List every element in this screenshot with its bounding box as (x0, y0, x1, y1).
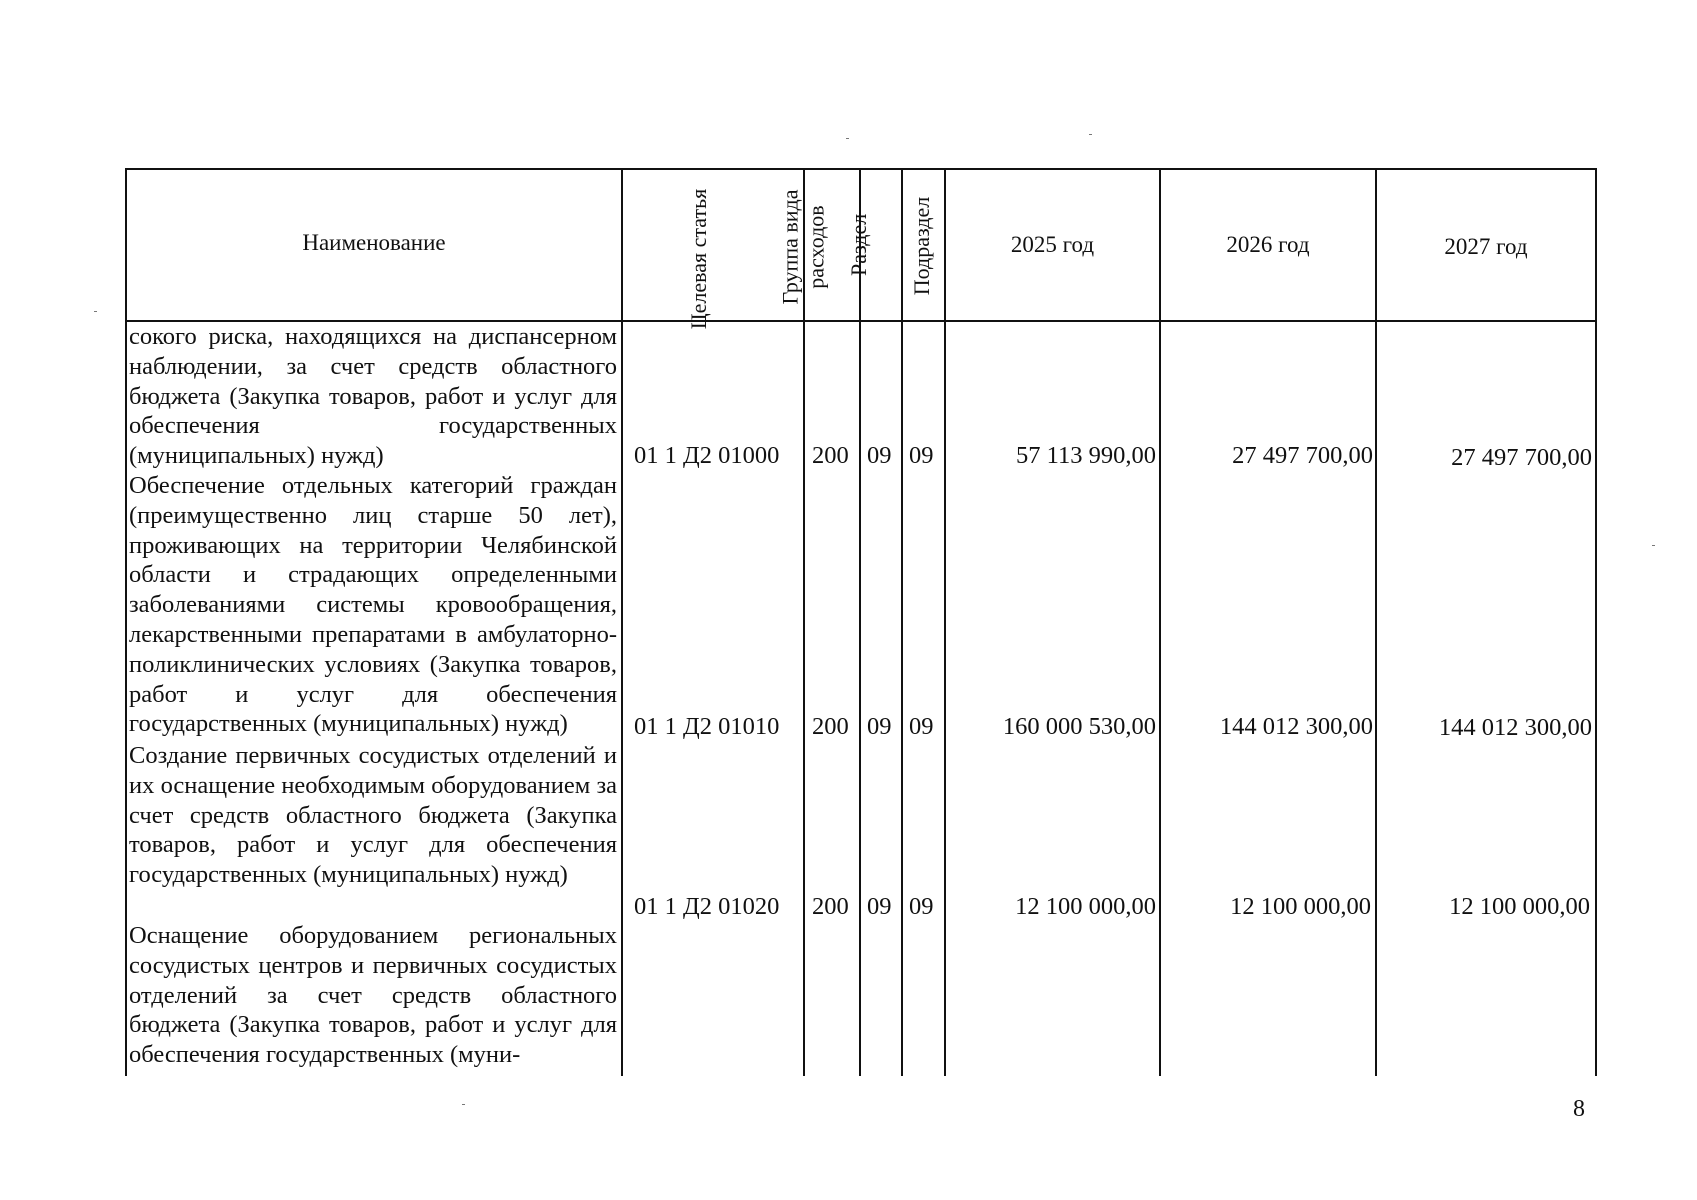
header-target-item: Целевая статья (686, 188, 711, 330)
subsection-cell: 09 (909, 893, 934, 920)
row-name: Оснащение оборудованием региональных сосудистых центров и первичных сосудистых отделений за счет средств областного бюджета (Закупка товаров, работ и услуг для обеспечения государственных (муни- (129, 922, 617, 1069)
scan-speck (846, 138, 849, 139)
scan-speck (1089, 134, 1092, 135)
amount-2025-cell: 160 000 530,00 (1002, 713, 1156, 740)
name-column (129, 322, 617, 1070)
page-number: 8 (1573, 1096, 1585, 1122)
header-section: Раздел (846, 213, 871, 276)
amount-2027-cell: 12 100 000,00 (1449, 893, 1590, 920)
table-left-border (125, 168, 127, 1076)
header-2025: 2025 год (1010, 232, 1095, 257)
column-divider (944, 168, 946, 1076)
scan-speck (462, 1104, 465, 1105)
expense-group-cell: 200 (812, 713, 849, 740)
section-cell: 09 (867, 442, 892, 469)
column-divider (1375, 168, 1377, 1076)
subsection-cell: 09 (909, 713, 934, 740)
section-cell: 09 (867, 713, 892, 740)
header-subsection: Подраздел (909, 196, 934, 296)
header-2027: 2027 год (1444, 234, 1528, 259)
amount-2026-cell: 12 100 000,00 (1230, 893, 1371, 920)
amount-2025-cell: 57 113 990,00 (1016, 442, 1156, 469)
subsection-cell: 09 (909, 442, 934, 469)
scan-speck (94, 311, 97, 312)
column-divider (859, 168, 861, 1076)
scan-speck (1652, 545, 1655, 546)
column-divider (901, 168, 903, 1076)
header-expense-group: Группа вида расходов (777, 189, 829, 305)
expense-group-cell: 200 (812, 893, 849, 920)
column-divider (621, 168, 623, 1076)
target-item-cell: 01 1 Д2 01010 (634, 713, 780, 740)
amount-2027-cell: 144 012 300,00 (1438, 714, 1592, 741)
header-2026: 2026 год (1226, 232, 1310, 257)
row-name: Обеспечение отдельных категорий граждан (преимущественно лиц старше 50 лет), проживающих на территории Челябинской области и страдающих определенными заболеваниями системы кровообращения, лекарственными препаратами в амбулаторно-поликлинических условиях (Закупка товаров, работ и услуг для обеспечения государственных (муниципальных) нужд) (129, 472, 617, 738)
amount-2026-cell: 144 012 300,00 (1219, 713, 1373, 740)
row-name: Создание первичных сосудистых отделений и их оснащение необходимым оборудованием за счет средств областного бюджета (Закупка товаров, работ и услуг для обеспечения государственных (муниципальных) нужд) (129, 742, 617, 889)
column-divider (1159, 168, 1161, 1076)
target-item-cell: 01 1 Д2 01000 (634, 442, 780, 469)
header-name: Наименование (302, 230, 446, 255)
target-item-cell: 01 1 Д2 01020 (634, 893, 780, 920)
row-name: сокого риска, находящихся на диспансерном наблюдении, за счет средств областного бюджета (Закупка товаров, работ и услуг для обеспечения государственных (муниципальных) нужд) (129, 323, 617, 470)
table-right-border (1595, 168, 1597, 1076)
amount-2027-cell: 27 497 700,00 (1451, 444, 1592, 471)
amount-2026-cell: 27 497 700,00 (1232, 442, 1373, 469)
amount-2025-cell: 12 100 000,00 (1015, 893, 1156, 920)
section-cell: 09 (867, 893, 892, 920)
expense-group-cell: 200 (812, 442, 849, 469)
